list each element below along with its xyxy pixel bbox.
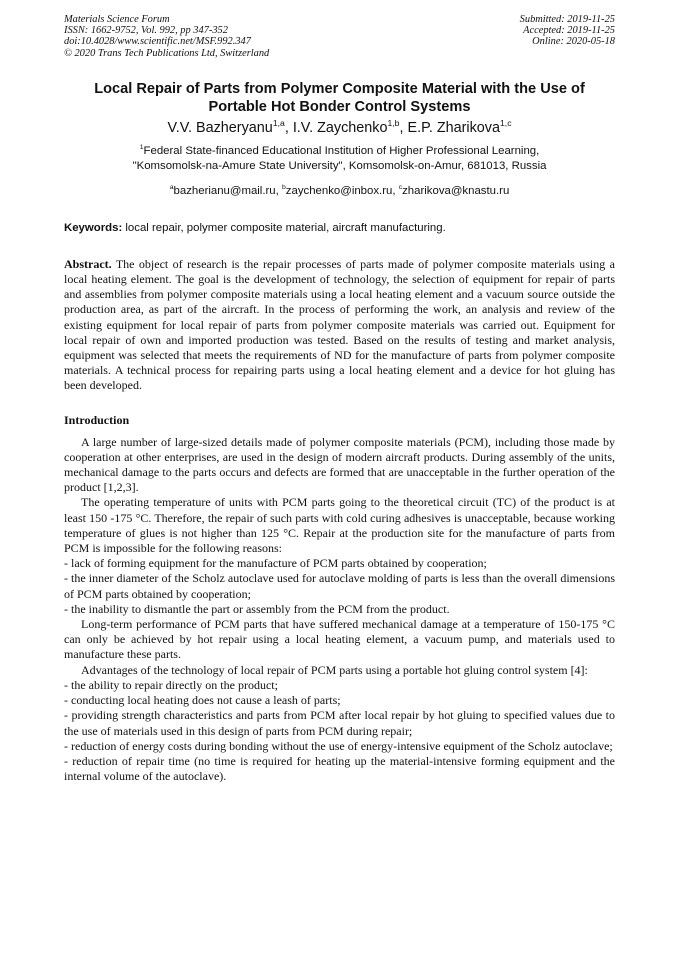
affiliation-marker: 1 [139,144,144,152]
abstract-label: Abstract. [64,256,112,271]
paragraph: Long-term performance of PCM parts that have suffered mechanical damage at a temperature of 150-175 °C can only be achieved by hot repair using a local heating element, a vacuum pump, and materials used to manufacture these parts. [64,617,615,662]
accepted-date: Accepted: 2019-11-25 [523,25,615,37]
author-name: I.V. Zaychenko [292,119,388,136]
author-affil-marker: 1,b [387,118,400,129]
page-header [64,14,615,59]
paragraph: - reduction of energy costs during bonding without the use of energy-intensive equipment of the Scholz autoclave; [64,738,613,753]
email-address: zharikova@knastu.ru [402,184,510,197]
section-heading-introduction: Introduction [64,412,130,427]
email-address: zaychenko@inbox.ru [285,184,393,197]
affiliation-line-1 [64,144,615,160]
paragraph: - providing strength characteristics and parts from PCM after local repair by hot gluing to specified values due to the use of materials used in this design of parts from PCM during repair; [64,708,615,738]
paragraph: - conducting local heating does not cause a leash of parts; [64,693,341,708]
keywords-label: Keywords: [64,221,123,234]
paragraph: The operating temperature of units with PCM parts going to the theoretical circuit (TC) of the product is at least 150 -175 °C. Therefore, the repair of such parts with cold curing adhesives is unacceptable, because working temperature of glues is not higher than 125 °C. Repair at the production site for the manufacture of parts from PCM is impossible for the following reasons: [64,495,615,556]
header-left [64,14,269,59]
paragraph: - reduction of repair time (no time is required for heating up the material-intensive forming equipment and the internal volume of the autoclave). [64,753,615,784]
abstract [64,257,615,394]
paper-title [64,80,615,116]
author-affil-marker: 1,c [500,118,512,129]
introduction-body [64,435,615,785]
affiliation-line-2: "Komsomolsk-na-Amure State University", Komsomolsk-on-Amur, 681013, Russia [132,160,547,173]
paragraph: - lack of forming equipment for the manufacture of PCM parts obtained by cooperation; [64,556,487,571]
email-list [64,184,615,198]
submitted-date: Submitted: 2019-11-25 [519,14,615,25]
title-line-1: Local Repair of Parts from Polymer Composite Material with the Use of [94,80,585,97]
email-separator: , [275,184,282,197]
abstract-text: The object of research is the repair processes of parts made of polymer composite materials using a local heating element. The goal is the development of technology, the selection of equipment for repair of parts and assemblies from polymer composite materials using a local heating element and a vacuum source outside the production area, as part of the aircraft. In the process of performing the work, an analysis and review of the existing equipment for local repair of parts from polymer composite materials was carried out. Equipment for local repair of own and imported production was tested. Based on the results of testing and market analysis, equipment was selected that meets the requirements of ND for the manufacture of parts from polymer composite materials. A technical process for repairing parts using a local heating element and a device for hot gluing has been developed. [64,256,615,393]
email-marker: b [281,184,286,192]
paragraph: Advantages of the technology of local repair of PCM parts using a portable hot gluing control system [4]: [81,662,588,677]
author-name: E.P. Zharikova [407,119,501,136]
online-date: Online: 2020-05-18 [532,36,615,48]
email-address: bazherianu@mail.ru [173,184,276,197]
header-right [520,14,615,59]
copyright-line: © 2020 Trans Tech Publications Ltd, Switzerland [64,47,270,59]
keywords [64,221,615,235]
author-affil-marker: 1,a [272,118,285,129]
author-separator: , [284,119,293,136]
paragraph: - the inner diameter of the Scholz autoclave used for autoclave molding of parts is less than the overall dimensions of PCM parts obtained by cooperation; [64,571,615,601]
paper-page [64,14,615,784]
affiliation-text-1: Federal State-financed Educational Institution of Higher Professional Learning, [143,144,540,157]
paragraph: - the inability to dismantle the part or assembly from the PCM from the product. [64,601,450,616]
author-separator: , [399,119,408,136]
affiliation [64,144,615,175]
issn-line: ISSN: 1662-9752, Vol. 992, pp 347-352 [64,25,228,37]
paragraph: A large number of large-sized details made of polymer composite materials (PCM), including those made by cooperation at other enterprises, are used in the design of modern aircraft products. During assembly of the units, mechanical damage to the parts occurs and defects are formed that are unacceptable in the further operation of the product [1,2,3]. [64,434,615,495]
author-list [64,119,615,138]
journal-name: Materials Science Forum [64,14,170,25]
email-separator: , [392,184,399,197]
email-marker: c [398,184,403,192]
email-marker: a [169,184,174,192]
title-line-2: Portable Hot Bonder Control Systems [208,98,471,115]
doi-line: doi:10.4028/www.scientific.net/MSF.992.347 [64,36,251,48]
keywords-text: local repair, polymer composite material, aircraft manufacturing. [122,221,446,234]
author-name: V.V. Bazheryanu [167,119,273,136]
paragraph: - the ability to repair directly on the product; [64,677,278,692]
